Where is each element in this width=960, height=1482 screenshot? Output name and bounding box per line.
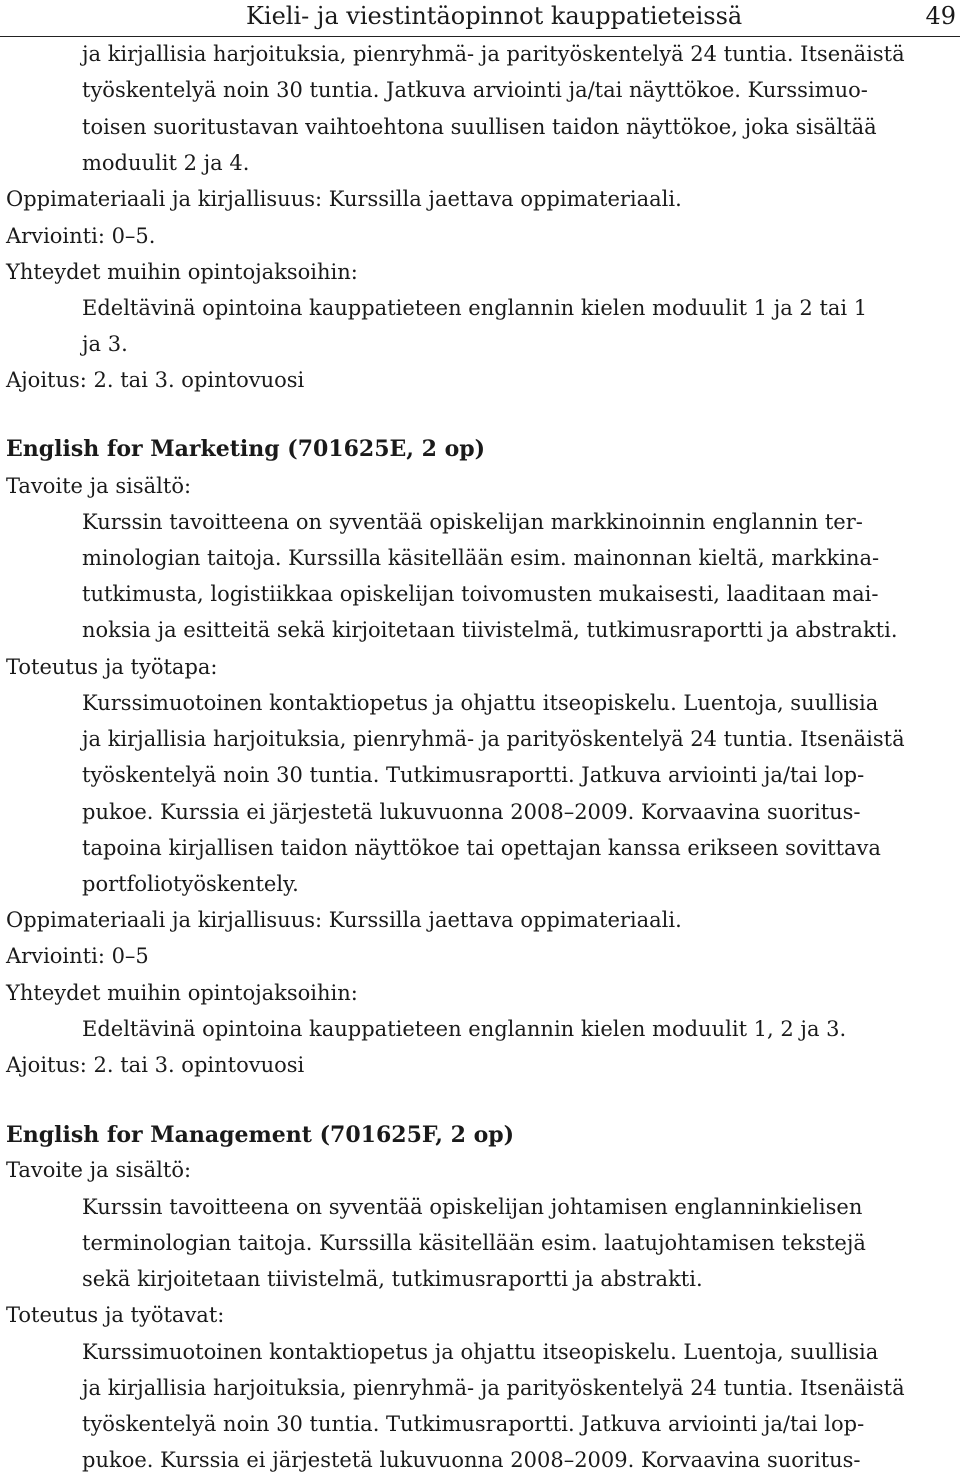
intro-line: ja kirjallisia harjoituksia, pienryhmä- ja parityöskentelyä 24 tuntia. Itsenäistä bbox=[82, 42, 905, 66]
page-number: 49 bbox=[925, 2, 956, 30]
intro-line: toisen suoritustavan vaihtoehtona suullisen taidon näyttökoe, joka sisältää bbox=[82, 115, 877, 139]
marketing-goal-label: Tavoite ja sisältö: bbox=[6, 474, 192, 498]
marketing-method-line: Kurssimuotoinen kontaktiopetus ja ohjattu itseopiskelu. Luentoja, suullisia bbox=[82, 691, 879, 715]
section-title-management: English for Management (701625F, 2 op) bbox=[6, 1122, 515, 1148]
management-method-line: Kurssimuotoinen kontaktiopetus ja ohjattu itseopiskelu. Luentoja, suullisia bbox=[82, 1340, 879, 1364]
management-method-line: pukoe. Kurssia ei järjestetä lukuvuonna 2008–2009. Korvaavina suoritus- bbox=[82, 1448, 861, 1472]
page-header bbox=[0, 0, 960, 37]
marketing-method-line: portfoliotyöskentely. bbox=[82, 872, 299, 896]
section-title-marketing: English for Marketing (701625E, 2 op) bbox=[6, 436, 486, 462]
intro-relations-line: ja 3. bbox=[82, 332, 128, 356]
intro-relations-line: Edeltävinä opintoina kauppatieteen englannin kielen moduulit 1 ja 2 tai 1 bbox=[82, 296, 868, 320]
intro-line: työskentelyä noin 30 tuntia. Jatkuva arviointi ja/tai näyttökoe. Kurssimuo- bbox=[82, 78, 868, 102]
intro-grading: Arviointi: 0–5. bbox=[6, 224, 156, 248]
marketing-relations-label: Yhteydet muihin opintojaksoihin: bbox=[6, 981, 358, 1005]
marketing-goal-line: tutkimusta, logistiikkaa opiskelijan toivomusten mukaisesti, laaditaan mai- bbox=[82, 582, 879, 606]
marketing-method-line: ja kirjallisia harjoituksia, pienryhmä- ja parityöskentelyä 24 tuntia. Itsenäistä bbox=[82, 727, 905, 751]
management-goal-line: sekä kirjoitetaan tiivistelmä, tutkimusraportti ja abstrakti. bbox=[82, 1267, 703, 1291]
marketing-goal-line: Kurssin tavoitteena on syventää opiskelijan markkinoinnin englannin ter- bbox=[82, 510, 863, 534]
management-method-line: ja kirjallisia harjoituksia, pienryhmä- ja parityöskentelyä 24 tuntia. Itsenäistä bbox=[82, 1376, 905, 1400]
intro-timing: Ajoitus: 2. tai 3. opintovuosi bbox=[6, 368, 305, 392]
marketing-relations-line: Edeltävinä opintoina kauppatieteen englannin kielen moduulit 1, 2 ja 3. bbox=[82, 1017, 847, 1041]
marketing-timing: Ajoitus: 2. tai 3. opintovuosi bbox=[6, 1053, 305, 1077]
management-goal-line: Kurssin tavoitteena on syventää opiskelijan johtamisen englanninkielisen bbox=[82, 1195, 863, 1219]
marketing-goal-line: minologian taitoja. Kurssilla käsitellään esim. mainonnan kieltä, markkina- bbox=[82, 546, 880, 570]
marketing-method-line: tapoina kirjallisen taidon näyttökoe tai opettajan kanssa erikseen sovittava bbox=[82, 836, 881, 860]
intro-relations-label: Yhteydet muihin opintojaksoihin: bbox=[6, 260, 358, 284]
running-title: Kieli- ja viestintäopinnot kauppatieteissä bbox=[246, 2, 743, 30]
marketing-goal-line: noksia ja esitteitä sekä kirjoitetaan tiivistelmä, tutkimusraportti ja abstrakti. bbox=[82, 618, 898, 642]
marketing-method-line: työskentelyä noin 30 tuntia. Tutkimusraportti. Jatkuva arviointi ja/tai lop- bbox=[82, 763, 865, 787]
marketing-method-label: Toteutus ja työtapa: bbox=[6, 655, 218, 679]
marketing-method-line: pukoe. Kurssia ei järjestetä lukuvuonna 2008–2009. Korvaavina suoritus- bbox=[82, 800, 861, 824]
marketing-grading: Arviointi: 0–5 bbox=[6, 944, 149, 968]
intro-line: moduulit 2 ja 4. bbox=[82, 151, 250, 175]
management-goal-label: Tavoite ja sisältö: bbox=[6, 1158, 192, 1182]
management-method-line: työskentelyä noin 30 tuntia. Tutkimusraportti. Jatkuva arviointi ja/tai lop- bbox=[82, 1412, 865, 1436]
management-goal-line: terminologian taitoja. Kurssilla käsitellään esim. laatujohtamisen tekstejä bbox=[82, 1231, 866, 1255]
management-method-label: Toteutus ja työtavat: bbox=[6, 1303, 225, 1327]
marketing-materials: Oppimateriaali ja kirjallisuus: Kurssilla jaettava oppimateriaali. bbox=[6, 908, 682, 932]
intro-materials: Oppimateriaali ja kirjallisuus: Kurssilla jaettava oppimateriaali. bbox=[6, 187, 682, 211]
